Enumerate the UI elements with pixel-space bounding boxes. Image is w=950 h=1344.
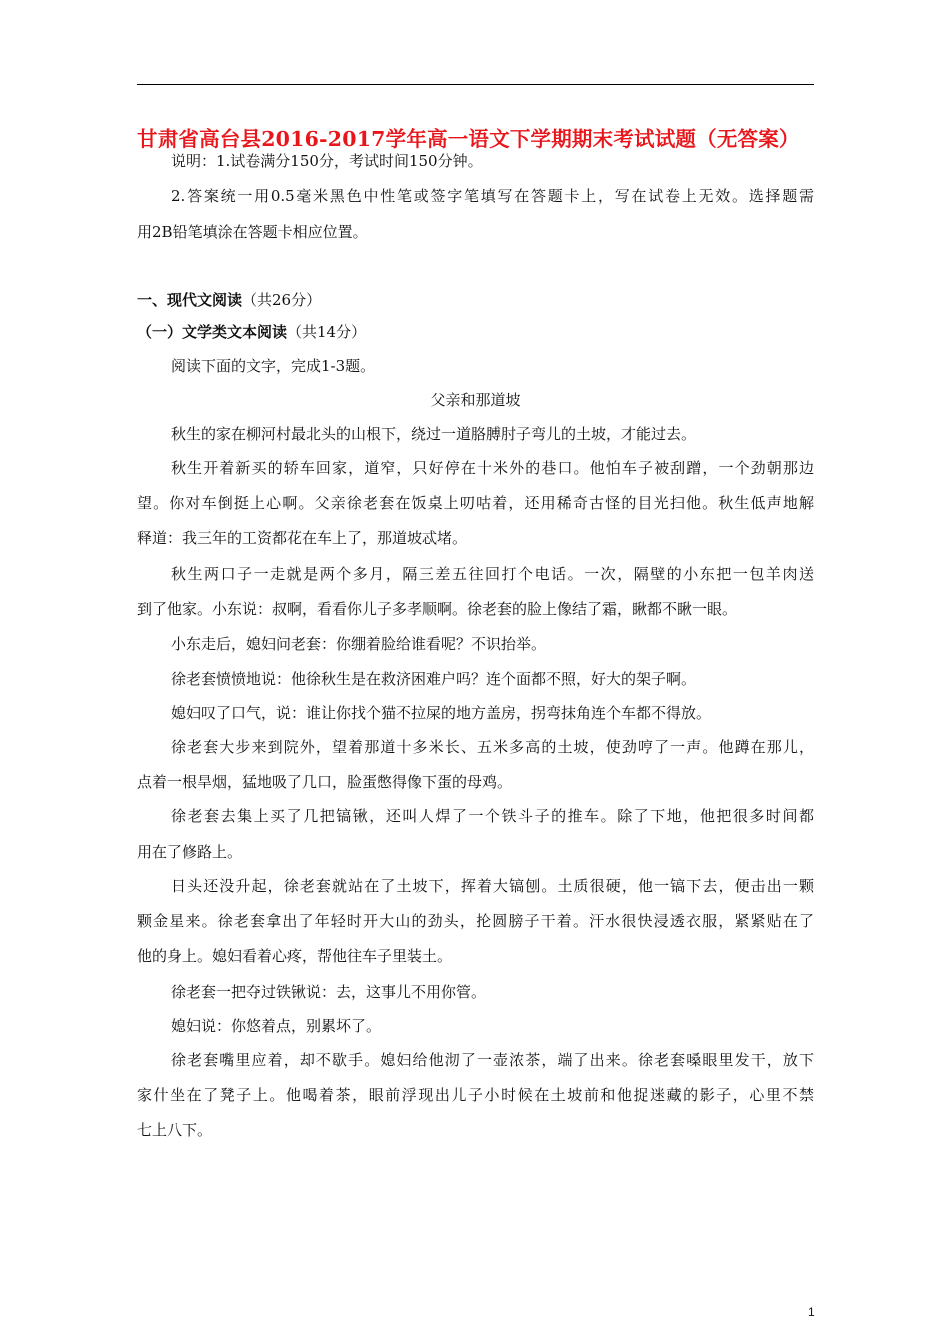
section-heading-score: （共26分） bbox=[242, 291, 322, 309]
passage-line: 小东走后，媳妇问老套：你绷着脸给谁看呢？不识抬举。 bbox=[171, 635, 547, 653]
passage-line: 用在了修路上。 bbox=[137, 843, 243, 861]
note-line-1: 说明：1.试卷满分150分，考试时间150分钟。 bbox=[171, 152, 483, 170]
passage-line: 秋生开着新买的轿车回家，道窄，只好停在十米外的巷口。他怕车子被刮蹭，一个劲朝那边 bbox=[171, 459, 814, 477]
passage-line: 他的身上。媳妇看着心疼，帮他往车子里装土。 bbox=[137, 947, 453, 965]
passage-line: 七上八下。 bbox=[137, 1121, 213, 1139]
passage-line: 媳妇说：你悠着点，别累坏了。 bbox=[171, 1017, 382, 1035]
passage-line: 释道：我三年的工资都花在车上了，那道坡忒堵。 bbox=[137, 529, 468, 547]
passage-line: 日头还没升起，徐老套就站在了土坡下，挥着大镐刨。土质很硬，他一镐下去，便击出一颗 bbox=[171, 877, 814, 895]
passage-line: 望。你对车倒挺上心啊。父亲徐老套在饭桌上叨咕着，还用稀奇古怪的目光扫他。秋生低声地解 bbox=[137, 494, 814, 512]
section-heading-title: 一、现代文阅读 bbox=[137, 291, 243, 309]
passage-title: 父亲和那道坡 bbox=[430, 391, 521, 409]
note-line-2: 2.答案统一用0.5毫米黑色中性笔或签字笔填写在答题卡上，写在试卷上无效。选择题需 bbox=[171, 187, 814, 205]
header-rule bbox=[137, 84, 814, 85]
document-title: 甘肃省高台县2016-2017学年高一语文下学期期末考试试题（无答案） bbox=[137, 127, 800, 151]
passage-line: 徐老套愤愤地说：他徐秋生是在救济困难户吗？连个面都不照，好大的架子啊。 bbox=[171, 670, 697, 688]
page-number: 1 bbox=[808, 1305, 815, 1319]
passage-line: 媳妇叹了口气，说：谁让你找个猫不拉屎的地方盖房，拐弯抹角连个车都不得放。 bbox=[171, 704, 712, 722]
note-line-3: 用2B铅笔填涂在答题卡相应位置。 bbox=[137, 223, 368, 241]
passage-line: 徐老套去集上买了几把镐锹，还叫人焊了一个铁斗子的推车。除了下地，他把很多时间都 bbox=[171, 807, 814, 825]
subsection-heading-score: （共14分） bbox=[287, 323, 367, 341]
passage-line: 到了他家。小东说：叔啊，看看你儿子多孝顺啊。徐老套的脸上像结了霜，瞅都不瞅一眼。 bbox=[137, 600, 738, 618]
subsection-heading bbox=[137, 322, 366, 342]
instruction: 阅读下面的文字，完成1-3题。 bbox=[171, 357, 376, 375]
passage-line: 秋生的家在柳河村最北头的山根下，绕过一道胳膊肘子弯儿的土坡，才能过去。 bbox=[171, 425, 697, 443]
passage-line: 徐老套嘴里应着，却不歇手。媳妇给他沏了一壶浓茶，端了出来。徐老套嗓眼里发干，放下 bbox=[171, 1051, 814, 1069]
passage-line: 徐老套一把夺过铁锹说：去，这事儿不用你管。 bbox=[171, 983, 487, 1001]
section-heading bbox=[137, 290, 321, 310]
passage-line: 秋生两口子一走就是两个多月，隔三差五往回打个电话。一次，隔壁的小东把一包羊肉送 bbox=[171, 565, 814, 583]
subsection-heading-title: （一）文学类文本阅读 bbox=[137, 323, 288, 341]
passage-line: 点着一根旱烟，猛地吸了几口，脸蛋憋得像下蛋的母鸡。 bbox=[137, 773, 513, 791]
passage-line: 家什坐在了凳子上。他喝着茶，眼前浮现出儿子小时候在土坡前和他捉迷藏的影子，心里不禁 bbox=[137, 1086, 814, 1104]
passage-line: 徐老套大步来到院外，望着那道十多米长、五米多高的土坡，使劲哼了一声。他蹲在那儿， bbox=[171, 738, 814, 756]
passage-line: 颗金星来。徐老套拿出了年轻时开大山的劲头，抡圆膀子干着。汗水很快浸透衣服，紧紧贴在了 bbox=[137, 912, 814, 930]
